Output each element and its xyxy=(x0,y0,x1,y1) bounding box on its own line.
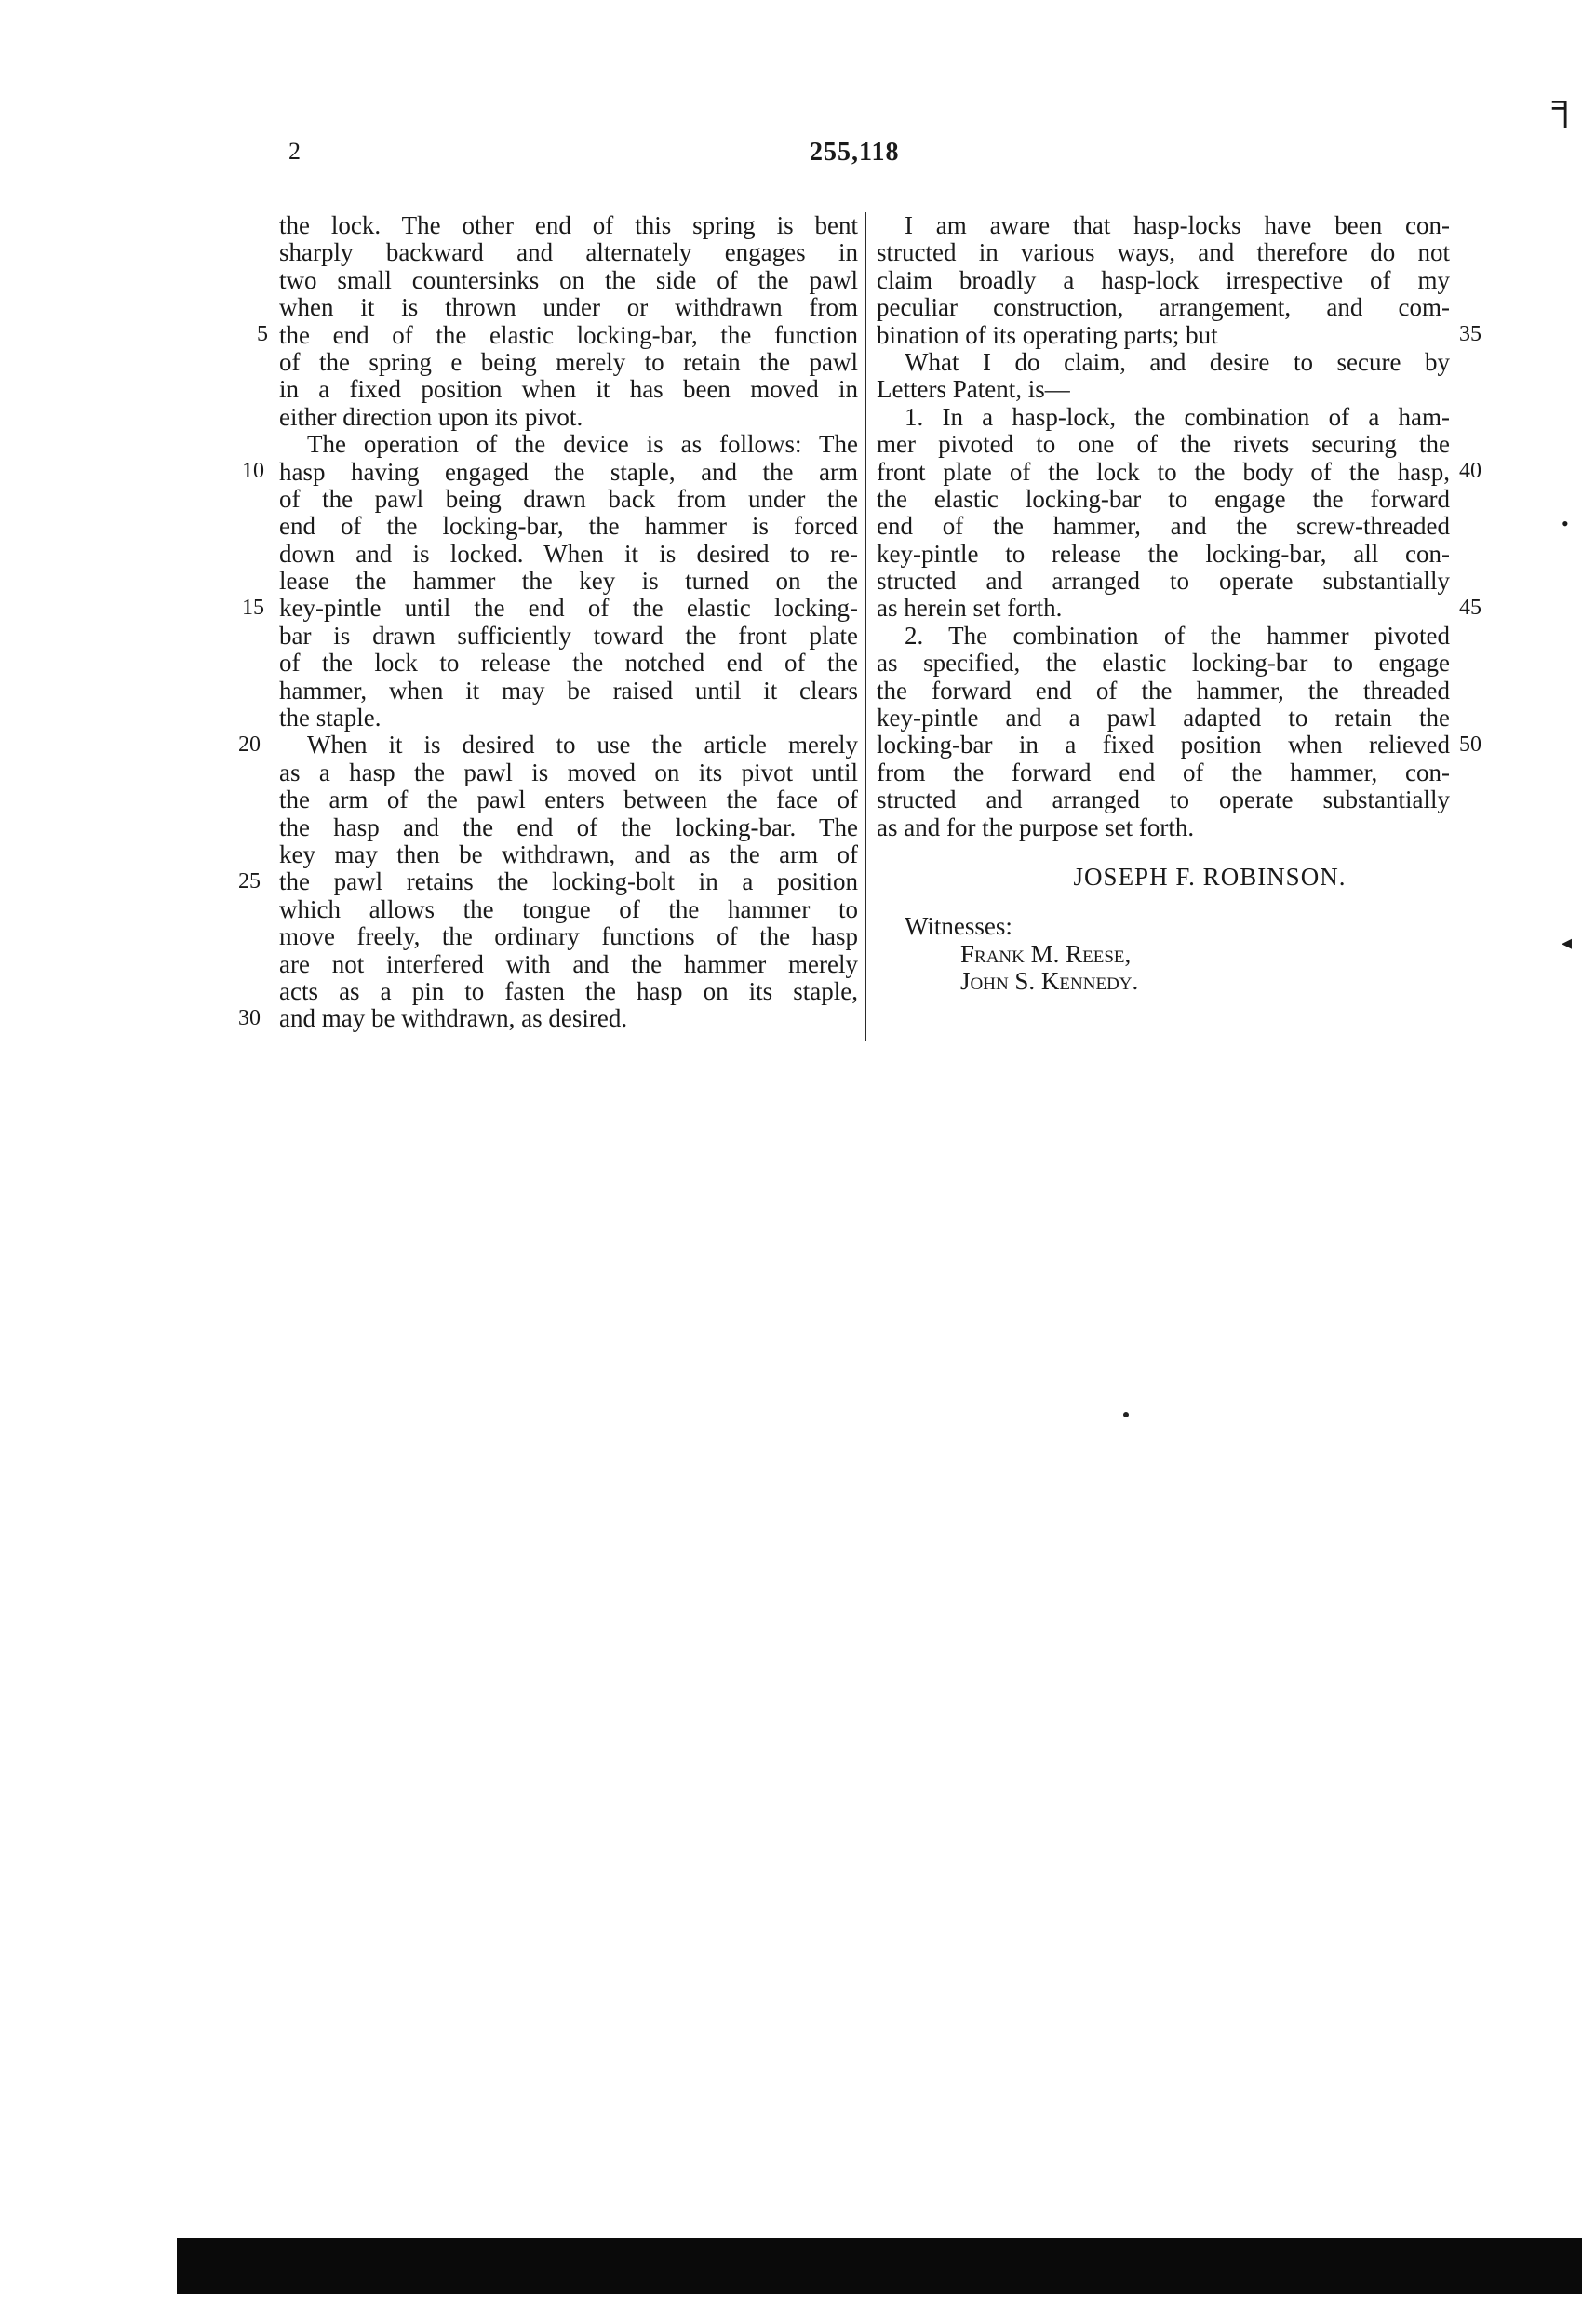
right-column xyxy=(877,212,1450,996)
page-number: 2 xyxy=(288,138,301,165)
text-line: key-pintle until the end of the elastic locking- xyxy=(279,594,858,623)
text-line: the pawl retains the locking-bolt in a position xyxy=(279,867,858,896)
text-line: end of the locking-bar, the hammer is forced xyxy=(279,512,858,541)
scan-speck xyxy=(1123,1412,1129,1417)
text-line: down and is locked. When it is desired to re- xyxy=(279,539,858,568)
text-line: Letters Patent, is— xyxy=(877,375,1070,404)
text-line: structed and arranged to operate substantially xyxy=(877,567,1450,596)
text-line: front plate of the lock to the body of the hasp, xyxy=(877,457,1450,486)
text-line: hammer, when it may be raised until it clears xyxy=(279,676,858,705)
text-line: the end of the elastic locking-bar, the function xyxy=(279,320,858,349)
text-line: sharply backward and alternately engages in xyxy=(279,238,858,267)
text-line: the elastic locking-bar to engage the forward xyxy=(877,484,1450,513)
text-line: of the lock to release the notched end of the xyxy=(279,649,858,678)
text-line: locking-bar in a fixed position when relieved xyxy=(877,731,1450,759)
text-line: bar is drawn sufficiently toward the front plate xyxy=(279,621,858,650)
line-number: 5 xyxy=(257,322,268,346)
text-line: the arm of the pawl enters between the face of xyxy=(279,786,858,814)
text-line: key may then be withdrawn, and as the arm of xyxy=(279,840,858,868)
text-line: The operation of the device is as follows: The xyxy=(307,430,858,459)
patent-number: 255,118 xyxy=(810,138,900,167)
text-line: are not interfered with and the hammer merely xyxy=(279,949,858,978)
scan-border-bar xyxy=(177,2238,1582,2294)
text-line: acts as a pin to fasten the hasp on its staple, xyxy=(279,976,858,1005)
text-line: as herein set forth. xyxy=(877,594,1063,623)
text-line: as and for the purpose set forth. xyxy=(877,813,1195,841)
text-line: the lock. The other end of this spring is bent xyxy=(279,211,858,239)
text-line: as specified, the elastic locking-bar to engage xyxy=(877,649,1450,678)
text-line: the staple. xyxy=(279,704,382,732)
text-line: 2. The combination of the hammer pivoted xyxy=(905,621,1450,650)
text-line: When it is desired to use the article merely xyxy=(307,731,858,759)
text-line: which allows the tongue of the hammer to xyxy=(279,894,858,923)
line-number: 20 xyxy=(238,732,261,757)
line-number: 35 xyxy=(1459,322,1481,346)
text-line: lease the hammer the key is turned on the xyxy=(279,567,858,596)
column-divider xyxy=(865,212,866,1041)
line-number: 10 xyxy=(242,459,264,483)
line-number: 25 xyxy=(238,869,261,893)
text-line: from the forward end of the hammer, con- xyxy=(877,758,1450,786)
text-line: mer pivoted to one of the rivets securing the xyxy=(877,430,1450,459)
text-line: end of the hammer, and the screw-threaded xyxy=(877,512,1450,541)
line-number: 40 xyxy=(1459,459,1481,483)
text-line: in a fixed position when it has been moved in xyxy=(279,375,858,404)
line-number: 45 xyxy=(1459,596,1481,620)
text-line: 1. In a hasp-lock, the combination of a ham- xyxy=(905,402,1450,431)
text-line: when it is thrown under or withdrawn from xyxy=(279,293,858,322)
text-line: bination of its operating parts; but xyxy=(877,320,1218,349)
text-line: structed in various ways, and therefore do not xyxy=(877,238,1450,267)
text-line: the forward end of the hammer, the threaded xyxy=(877,676,1450,705)
left-column xyxy=(279,212,858,1033)
text-line: either direction upon its pivot. xyxy=(279,402,583,431)
text-line: structed and arranged to operate substantially xyxy=(877,786,1450,814)
text-line: two small countersinks on the side of the pawl xyxy=(279,265,858,294)
witnesses-label: Witnesses: xyxy=(905,912,1012,941)
text-line: of the spring e being merely to retain the pawl xyxy=(279,347,858,376)
text-line: claim broadly a hasp-lock irrespective of my xyxy=(877,265,1450,294)
text-line: I am aware that hasp-locks have been con- xyxy=(905,211,1450,239)
text-line: the hasp and the end of the locking-bar. The xyxy=(279,813,858,841)
text-line: move freely, the ordinary functions of the hasp xyxy=(279,922,858,951)
witness-name: John S. Kennedy. xyxy=(960,967,1139,996)
text-line: key-pintle to release the locking-bar, all con- xyxy=(877,539,1450,568)
text-line: hasp having engaged the staple, and the arm xyxy=(279,457,858,486)
edge-mark: ◂ xyxy=(1562,931,1573,954)
line-number: 30 xyxy=(238,1006,261,1030)
inventor-signature: JOSEPH F. ROBINSON. xyxy=(1073,862,1347,891)
text-line: peculiar construction, arrangement, and com- xyxy=(877,293,1450,322)
text-line: as a hasp the pawl is moved on its pivot until xyxy=(279,758,858,786)
line-number: 15 xyxy=(242,596,264,620)
text-line: What I do claim, and desire to secure by xyxy=(905,347,1450,376)
corner-mark: ╕ xyxy=(1552,83,1579,125)
edge-mark: • xyxy=(1562,512,1569,535)
text-line: key-pintle and a pawl adapted to retain the xyxy=(877,704,1450,732)
text-line: and may be withdrawn, as desired. xyxy=(279,1004,628,1033)
line-number: 50 xyxy=(1459,732,1481,757)
witness-name: Frank M. Reese, xyxy=(960,939,1132,968)
text-line: of the pawl being drawn back from under the xyxy=(279,484,858,513)
